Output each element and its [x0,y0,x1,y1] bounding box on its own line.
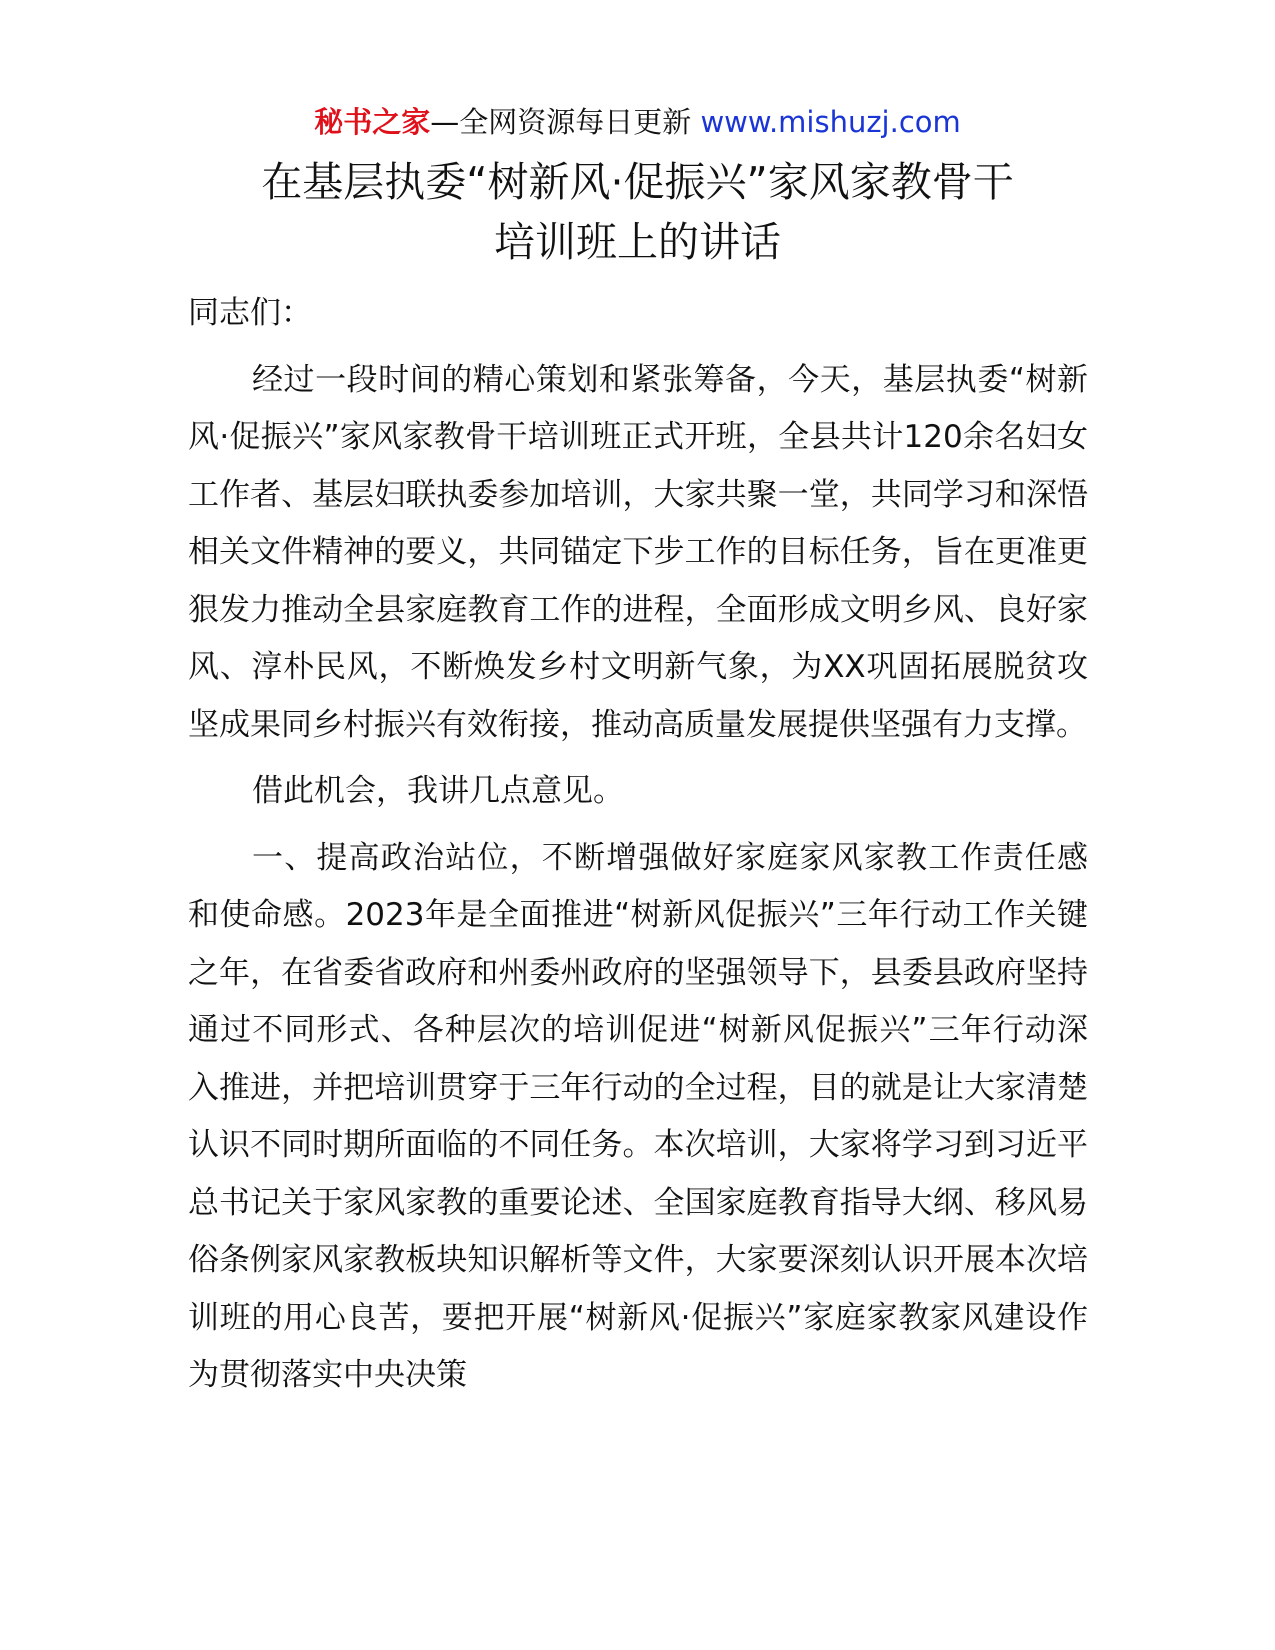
title-line-2: 培训班上的讲话 [494,218,781,266]
title-line-1: 在基层执委“树新风·促振兴”家风家教骨干 [261,158,1014,206]
site-header [0,102,1275,142]
paragraph-3: 一、提高政治站位，不断增强做好家庭家风家教工作责任感和使命感。2023年是全面推进“树新风促振兴”三年行动工作关键之年，在省委省政府和州委州政府的坚强领导下，县委县政府坚持通过不同形式、各种层次的培训促进“树新风促振兴”三年行动深入推进，并把培训贯穿于三年行动的全过程，目的就是让大家清楚认识不同时期所面临的不同任务。本次培训，大家将学习到习近平总书记关于家风家教的重要论述、全国家庭教育指导大纲、移风易俗条例家风家教板块知识解析等文件，大家要深刻认识开展本次培训班的用心良苦，要把开展“树新风·促振兴”家庭家教家风建设作为贯彻落实中央决策 [188,839,1088,1393]
site-url-link[interactable]: www.mishuzj.com [700,105,961,139]
document-body [188,285,1088,1414]
site-brand: 秘书之家 [314,105,431,139]
paragraph-1: 经过一段时间的精心策划和紧张筹备，今天，基层执委“树新风·促振兴”家风家教骨干培训班正式开班，全县共计120余名妇女工作者、基层妇联执委参加培训，大家共聚一堂，共同学习和深悟相关文件精神的要义，共同锚定下步工作的目标任务，旨在更准更狠发力推动全县家庭教育工作的进程，全面形成文明乡风、良好家风、淳朴民风，不断焕发乡村文明新气象，为XX巩固拓展脱贫攻坚成果同乡村振兴有效衔接，推动高质量发展提供坚强有力支撑。 [188,361,1088,743]
document-title [140,152,1135,272]
salutation: 同志们： [188,295,312,331]
paragraph-2: 借此机会，我讲几点意见。 [252,773,624,809]
site-slogan: —全网资源每日更新 [430,105,692,139]
